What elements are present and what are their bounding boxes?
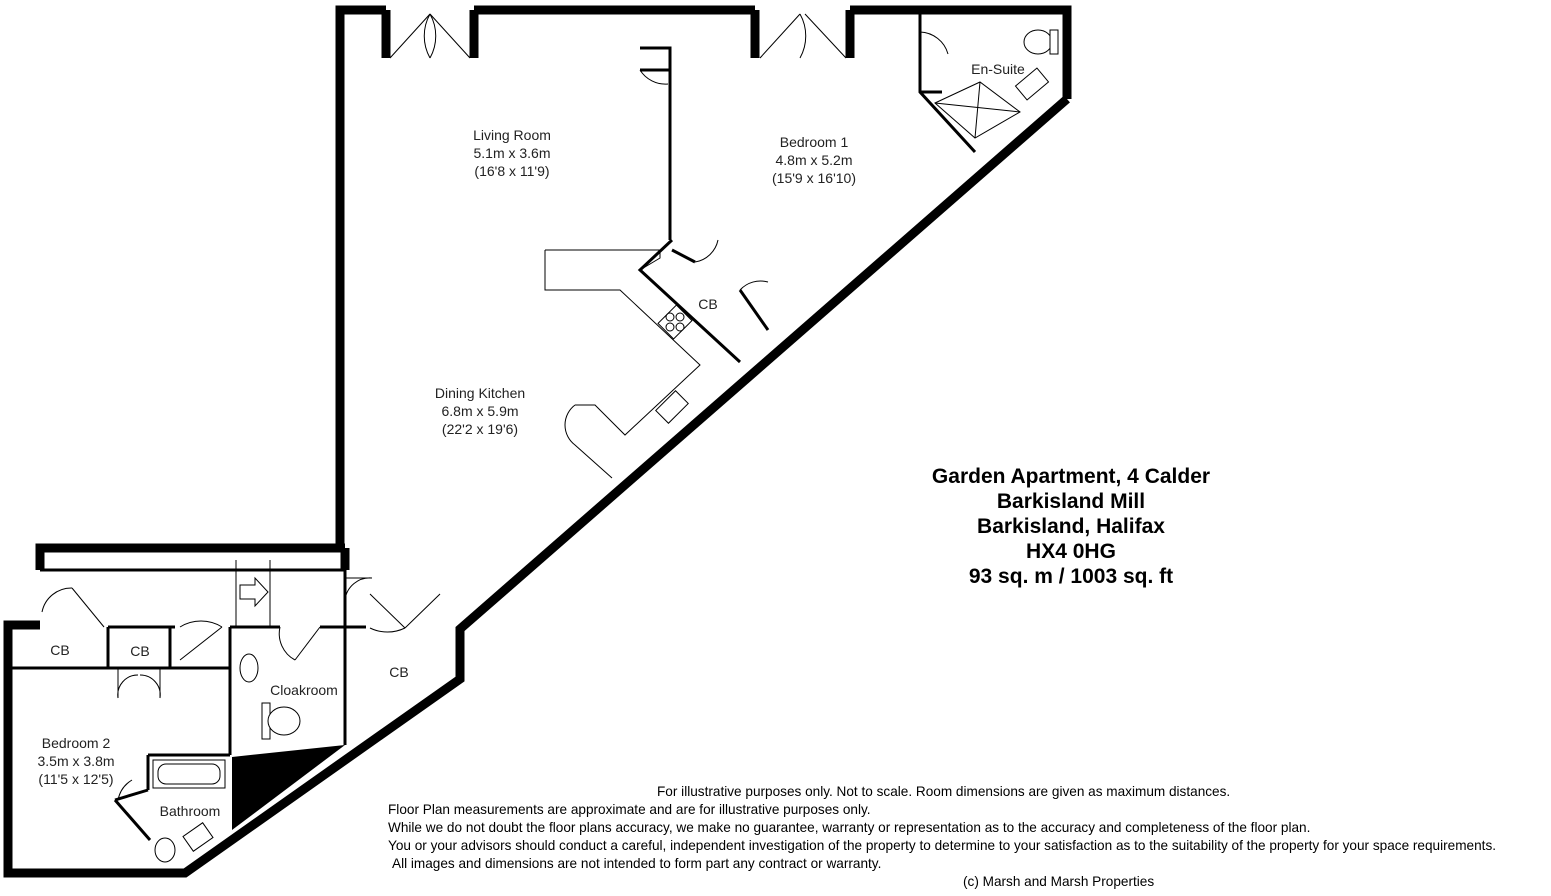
bedroom-2-metric: 3.5m x 3.8m (37, 753, 115, 769)
bedroom-1-name: Bedroom 1 (779, 134, 849, 150)
bedroom-1-imperial: (15'9 x 16'10) (772, 170, 856, 186)
room-label-en-suite (971, 60, 1025, 78)
room-label-cloakroom (270, 681, 338, 699)
living-room-imperial: (16'8 x 11'9) (474, 163, 550, 179)
disclaimer-line: While we do not doubt the floor plans accuracy, we make no guarantee, warranty or representation as to the accuracy and completeness of the floor plan. (388, 820, 1311, 835)
room-label-dining-kitchen (435, 384, 525, 438)
room-label-bathroom (160, 802, 221, 820)
disclaimer-line: Floor Plan measurements are approximate and are for illustrative purposes only. (388, 802, 871, 817)
disclaimer-line: All images and dimensions are not intended to form part any contract or warranty. (392, 856, 882, 871)
address-line-2: Barkisland Mill (996, 490, 1146, 513)
property-address (932, 464, 1210, 589)
room-label-bedroom-1 (772, 133, 856, 187)
cloakroom-name: Cloakroom (270, 682, 338, 698)
bedroom-2-name: Bedroom 2 (41, 735, 111, 751)
dining-kitchen-name: Dining Kitchen (434, 385, 526, 401)
room-label-bedroom-2 (37, 734, 114, 788)
address-postcode: HX4 0HG (1026, 540, 1116, 563)
room-label-living-room (473, 126, 551, 180)
living-room-name: Living Room (473, 127, 551, 143)
disclaimer-line: For illustrative purposes only. Not to scale. Room dimensions are given as maximum distances. (657, 784, 1231, 799)
cupboard-label: CB (130, 643, 150, 659)
structural-fill (232, 745, 345, 830)
bedroom-2-imperial: (11'5 x 12'5) (38, 771, 114, 787)
disclaimer (388, 783, 1496, 891)
bedroom-1-metric: 4.8m x 5.2m (775, 152, 853, 168)
address-line-3: Barkisland, Halifax (977, 515, 1165, 538)
copyright: (c) Marsh and Marsh Properties (963, 874, 1155, 889)
bathroom-fixtures (153, 30, 1058, 862)
living-room-metric: 5.1m x 3.6m (473, 145, 551, 161)
en-suite-name: En-Suite (971, 61, 1025, 77)
dining-kitchen-imperial: (22'2 x 19'6) (441, 421, 519, 437)
cupboard-label: CB (389, 664, 409, 680)
bathroom-name: Bathroom (159, 803, 221, 819)
cupboard-label: CB (50, 642, 70, 658)
dining-kitchen-metric: 6.8m x 5.9m (441, 403, 519, 419)
cupboard-label: CB (698, 296, 718, 312)
address-line-1: Garden Apartment, 4 Calder (931, 465, 1211, 488)
floor-area: 93 sq. m / 1003 sq. ft (968, 565, 1174, 588)
disclaimer-line: You or your advisors should conduct a careful, independent investigation of the property to determine to your satisfaction as to the suitability of the property for your space requirements. (388, 838, 1497, 853)
